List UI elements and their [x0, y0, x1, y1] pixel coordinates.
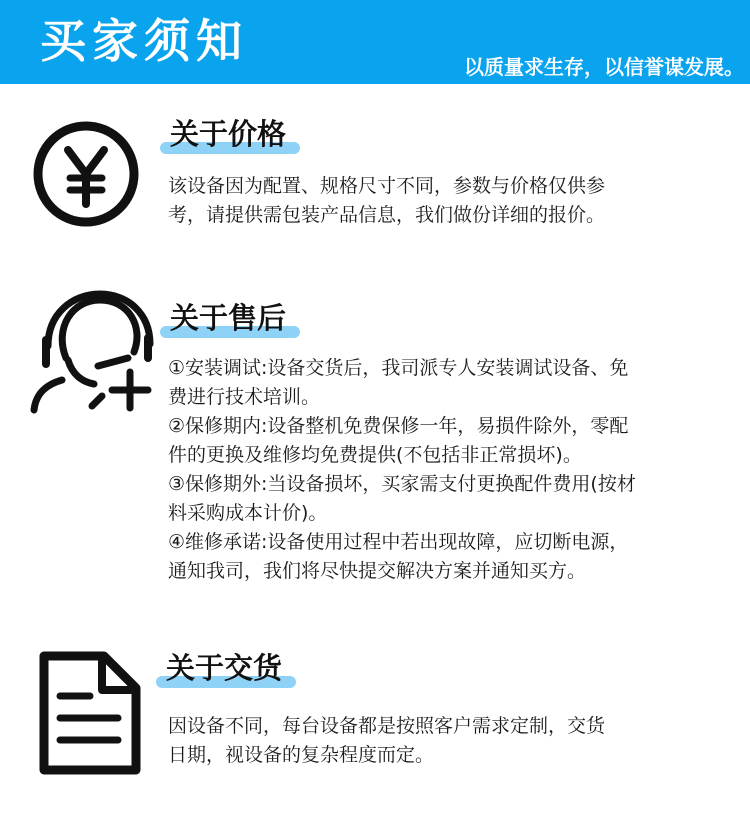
section-body	[168, 172, 605, 230]
body-line: 料采购成本计价)。	[168, 502, 328, 524]
body-line: ③保修期外:当设备损坏，买家需支付更换配件费用(按材	[168, 473, 636, 495]
section-heading: 关于价格	[170, 117, 287, 151]
body-line: 因设备不同，每台设备都是按照客户需求定制，交货	[168, 715, 606, 737]
header-banner	[0, 0, 750, 84]
body-line: 日期，视设备的复杂程度而定。	[168, 744, 435, 766]
body-line: ①安装调试:设备交货后，我司派专人安装调试设备、免	[168, 357, 629, 379]
body-line: 该设备因为配置、规格尺寸不同，参数与价格仅供参	[168, 175, 606, 197]
body-line: 件的更换及维修均免费提供(不包括非正常损坏)。	[168, 444, 582, 466]
customer-service-headset-icon	[28, 288, 158, 420]
section-heading: 关于交货	[166, 651, 283, 685]
body-line: 费进行技术培训。	[168, 386, 321, 408]
document-icon	[34, 650, 144, 782]
body-line: 考，请提供需包装产品信息，我们做份详细的报价。	[168, 204, 606, 226]
body-line: ②保修期内:设备整机免费保修一年，易损件除外，零配	[168, 415, 629, 437]
section-body	[168, 712, 605, 770]
section-heading: 关于售后	[170, 301, 287, 335]
section-body	[168, 354, 636, 586]
body-line: 通知我司，我们将尽快提交解决方案并通知买方。	[168, 560, 587, 582]
banner-title: 买家须知	[40, 14, 248, 68]
banner-slogan: 以质量求生存，以信誉谋发展。	[464, 55, 744, 79]
yen-coin-icon	[30, 118, 142, 234]
body-line: ④维修承诺:设备使用过程中若出现故障，应切断电源，	[168, 531, 629, 553]
